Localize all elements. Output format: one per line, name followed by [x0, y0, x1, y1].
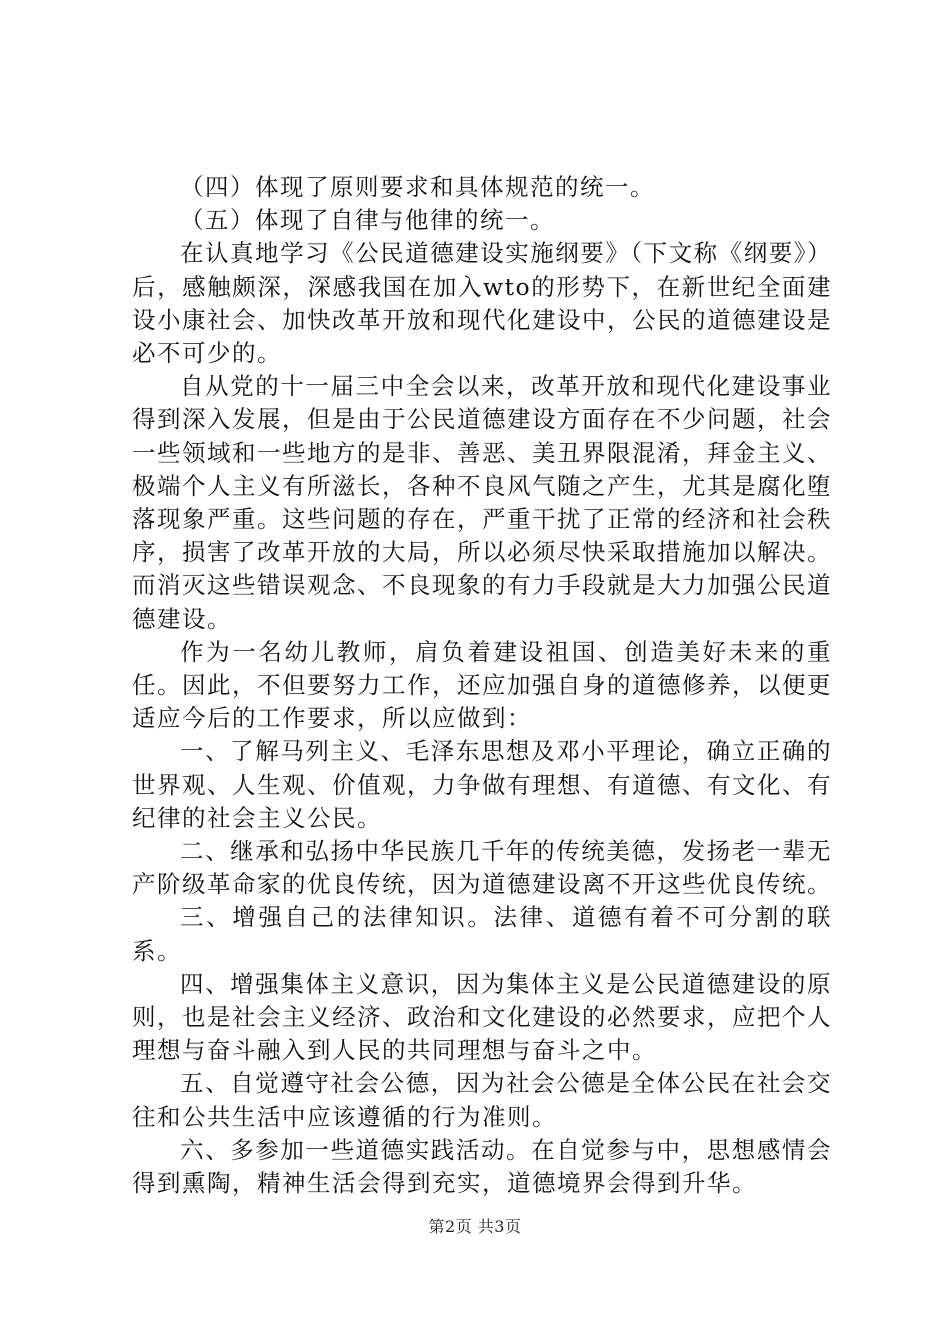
paragraph-point-5: 五、自觉遵守社会公德，因为社会公德是全体公民在社会交往和公共生活中应该遵循的行为准则。 — [132, 1069, 832, 1131]
page-number-footer: 第2页 共3页 — [428, 1217, 522, 1236]
paragraph-item-4: （四）体现了原则要求和具体规范的统一。 — [180, 173, 655, 201]
paragraph-point-3: 三、增强自己的法律知识。法律、道德有着不可分割的联系。 — [132, 903, 832, 965]
document-body — [132, 171, 832, 1200]
paragraph-point-1: 一、了解马列主义、毛泽东思想及邓小平理论，确立正确的世界观、人生观、价值观，力争做有理想、有道德、有文化、有纪律的社会主义公民。 — [132, 737, 832, 832]
paragraph-background: 自从党的十一届三中全会以来，改革开放和现代化建设事业得到深入发展，但是由于公民道德建设方面存在不少问题，社会一些领域和一些地方的是非、善恶、美丑界限混淆，拜金主义、极端个人主义有所滋长，各种不良风气随之产生，尤其是腐化堕落现象严重。这些问题的存在，严重干扰了正常的经济和社会秩序，损害了改革开放的大局，所以必须尽快采取措施加以解决。而消灭这些错误观念、不良现象的有力手段就是大力加强公民道德建设。 — [132, 372, 832, 633]
paragraph-intro: 在认真地学习《公民道德建设实施纲要》（下文称《纲要》）后，感触颇深，深感我国在加入wto的形势下，在新世纪全面建设小康社会、加快改革开放和现代化建设中，公民的道德建设是必不可少的。 — [132, 239, 832, 368]
paragraph-point-6: 六、多参加一些道德实践活动。在自觉参与中，思想感情会得到熏陶，精神生活会得到充实，道德境界会得到升华。 — [132, 1135, 832, 1198]
paragraph-item-5: （五）体现了自律与他律的统一。 — [180, 206, 555, 235]
paragraph-teacher-role: 作为一名幼儿教师，肩负着建设祖国、创造美好未来的重任。因此，不但要努力工作，还应加强自身的道德修养，以便更适应今后的工作要求，所以应做到： — [132, 637, 832, 733]
paragraph-point-4: 四、增强集体主义意识，因为集体主义是公民道德建设的原则，也是社会主义经济、政治和文化建设的必然要求，应把个人理想与奋斗融入到人民的共同理想与奋斗之中。 — [132, 969, 832, 1065]
paragraph-point-2: 二、继承和弘扬中华民族几千年的传统美德，发扬老一辈无产阶级革命家的优良传统，因为道德建设离不开这些优良传统。 — [132, 837, 832, 899]
